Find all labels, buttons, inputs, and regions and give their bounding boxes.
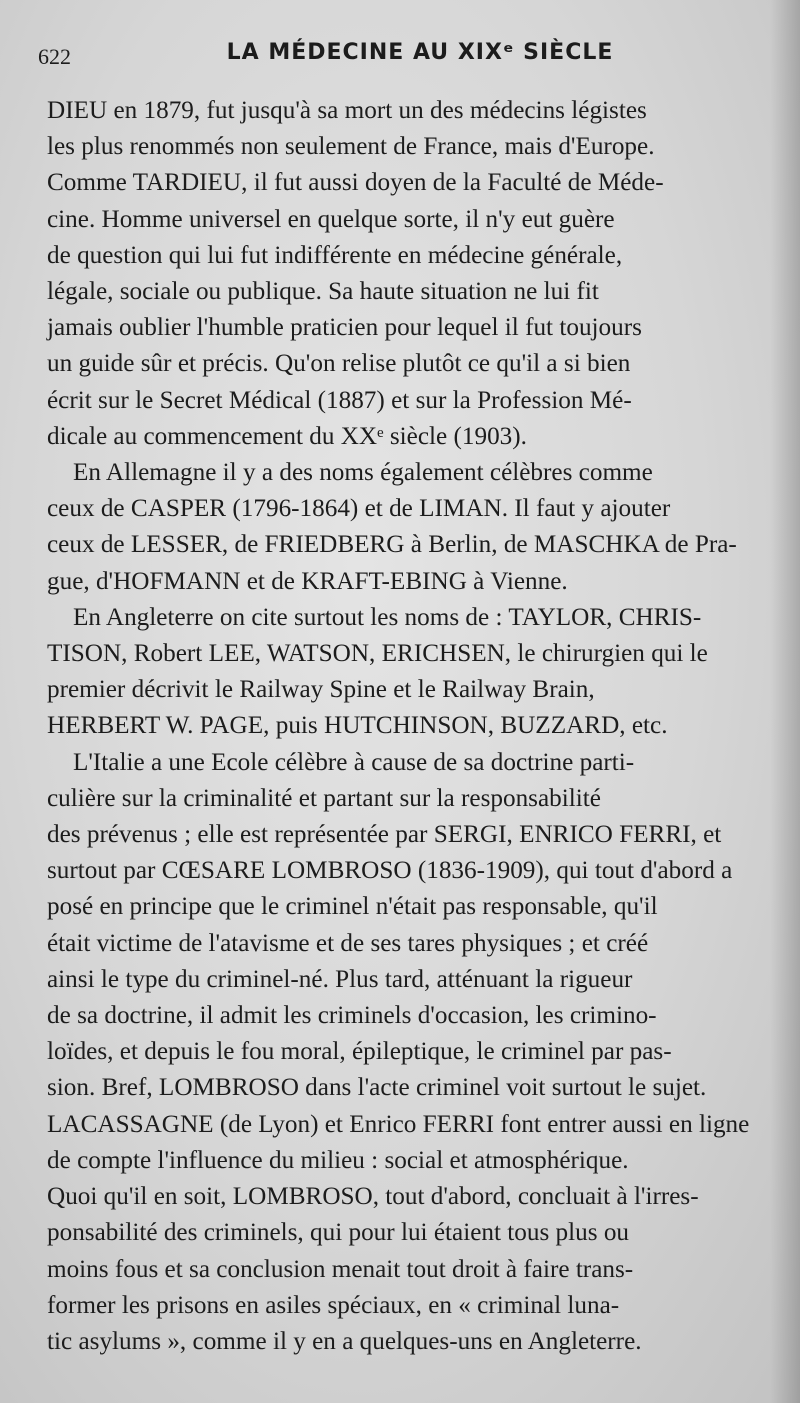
- text-line-11: En Allemagne il y a des noms également célèbres comme: [73, 459, 653, 487]
- text-line-10: dicale au commencement du XXᵉ siècle (1903).: [47, 422, 527, 450]
- text-line-13: ceux de LESSER, de FRIEDBERG à Berlin, de MASCHKA de Pra-: [47, 531, 737, 559]
- running-title: LA MÉDECINE AU XIXᵉ SIÈCLE: [226, 40, 614, 65]
- text-line-12: ceux de CASPER (1796-1864) et de LIMAN. Il faut y ajouter: [47, 495, 671, 523]
- text-line-19: L'Italie a une Ecole célèbre à cause de sa doctrine parti-: [73, 748, 635, 776]
- text-line-5: de question qui lui fut indifférente en médecine générale,: [47, 241, 623, 269]
- text-line-27: loïdes, et depuis le fou moral, épileptique, le criminel par pas-: [47, 1038, 672, 1066]
- text-line-14: gue, d'HOFMANN et de KRAFT-EBING à Vienne.: [47, 567, 568, 595]
- text-line-17: premier décrivit le Railway Spine et le Railway Brain,: [47, 676, 595, 704]
- body-text: [47, 93, 764, 1360]
- text-line-34: former les prisons en asiles spéciaux, en « criminal luna-: [47, 1291, 620, 1319]
- text-line-29: LACASSAGNE (de Lyon) et Enrico FERRI font entrer aussi en ligne: [47, 1110, 750, 1138]
- page-header: [36, 38, 764, 78]
- text-line-23: posé en principe que le criminel n'était pas responsable, qu'il: [47, 893, 658, 921]
- text-line-30: de compte l'influence du milieu : social et atmosphérique.: [47, 1146, 629, 1174]
- text-line-15: En Angleterre on cite surtout les noms de : TAYLOR, CHRIS-: [73, 603, 702, 631]
- text-line-31: Quoi qu'il en soit, LOMBROSO, tout d'abord, concluait à l'irres-: [47, 1183, 699, 1211]
- text-line-33: moins fous et sa conclusion menait tout droit à faire trans-: [47, 1255, 634, 1283]
- text-line-32: ponsabilité des criminels, qui pour lui étaient tous plus ou: [47, 1219, 630, 1247]
- text-line-21: des prévenus ; elle est représentée par SERGI, ENRICO FERRI, et: [47, 821, 722, 849]
- page-edge-shadow: [770, 0, 800, 1403]
- page-number: 622: [38, 44, 71, 69]
- text-line-7: jamais oublier l'humble praticien pour lequel il fut toujours: [47, 314, 642, 342]
- text-line-8: un guide sûr et précis. Qu'on relise plutôt ce qu'il a si bien: [47, 350, 631, 378]
- text-line-28: sion. Bref, LOMBROSO dans l'acte criminel voit surtout le sujet.: [47, 1074, 707, 1102]
- text-line-16: TISON, Robert LEE, WATSON, ERICHSEN, le chirurgien qui le: [47, 640, 708, 668]
- text-line-35: tic asylums », comme il y en a quelques-uns en Angleterre.: [47, 1327, 642, 1355]
- text-line-25: ainsi le type du criminel-né. Plus tard, atténuant la rigueur: [47, 965, 633, 993]
- text-line-20: culière sur la criminalité et partant sur la responsabilité: [47, 784, 601, 812]
- text-line-2: les plus renommés non seulement de France, mais d'Europe.: [47, 133, 655, 161]
- text-line-26: de sa doctrine, il admit les criminels d'occasion, les crimino-: [47, 1002, 657, 1030]
- text-line-9: écrit sur le Secret Médical (1887) et sur la Profession Mé-: [47, 386, 632, 414]
- text-line-3: Comme TARDIEU, il fut aussi doyen de la Faculté de Méde-: [47, 169, 664, 197]
- text-line-24: était victime de l'atavisme et de ses tares physiques ; et créé: [47, 929, 649, 957]
- text-line-6: légale, sociale ou publique. Sa haute situation ne lui fit: [47, 278, 599, 306]
- text-line-18: HERBERT W. PAGE, puis HUTCHINSON, BUZZARD, etc.: [47, 712, 668, 740]
- text-line-22: surtout par CŒSARE LOMBROSO (1836-1909), qui tout d'abord a: [47, 857, 733, 885]
- text-line-1: DIEU en 1879, fut jusqu'à sa mort un des médecins légistes: [47, 97, 647, 124]
- text-line-4: cine. Homme universel en quelque sorte, il n'y eut guère: [47, 205, 615, 233]
